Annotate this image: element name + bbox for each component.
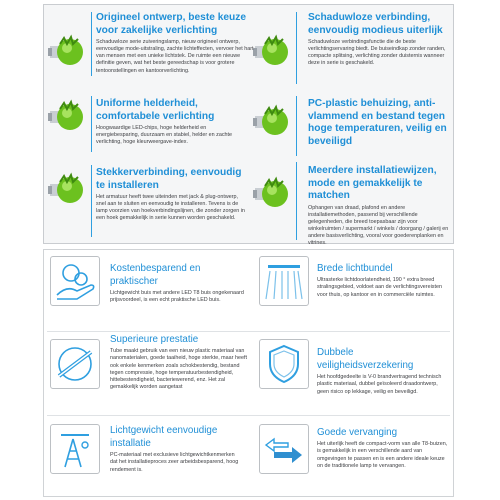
replace-arrow-icon [259, 424, 309, 474]
accent-line [91, 96, 92, 152]
feature-description: Schaduwloze verbindingsfunctie die de beste verlichtingservaring biedt. De buiseindkap zonder randen, compacte splitsing, verlichting zonder duisternis wanneer deze in serie is geschakeld. [308, 39, 446, 67]
feature-title: Brede lichtbundel [317, 263, 393, 274]
globe-bulb-icon [251, 172, 291, 216]
feature-title: Stekkerverbinding, eenvoudig te installeren [96, 167, 242, 191]
accent-line [91, 12, 92, 76]
feature-description: Het uiterlijk heeft de compact-vorm van alle T8-buizen, is gemakkelijk in een verschillende aard van omgevingen te passen en is een andere ideale keuze on de traditionele lamp te vervangen. [317, 441, 448, 469]
globe-bulb-icon [46, 168, 86, 212]
feature-description: Tube maakt gebruik van een nieuw plastic materiaal van nanomaterialen, goede taaiheid, hoge sterkte, maar heeft ook enkele kenmerken zoals schokbestendig, bestand tegen compressie, hoge temperatuurbestendigheid, hittebestendigheid, bacteriewerend, enz. Het zal gemakkelijk worden aangetast [110, 348, 247, 391]
globe-bulb-icon [46, 95, 86, 139]
tube-shield-icon [50, 339, 100, 389]
globe-bulb-icon [251, 100, 291, 144]
feature-description: Hoogwaardige LED-chips, hoge helderheid en energiebesparing, duurzaam en stabiel, helder en zachte verlichting, hoge kleurweergave-index. [96, 125, 233, 146]
feature-description: Ophangen van draad, plafond en andere installatiemethoden, passend bij verschillende gelegenheden, die breed toepasbaar zijn voor winkelruimten / supermarkt / winkels / doorgang / galerij en andere basisverlichting, vooral voor goederenplanken en vitrines. [308, 204, 449, 247]
feature-title: Uniforme helderheid, comfortabele verlichting [96, 98, 215, 122]
feature-description: Het armatuur heeft twee uiteinden met jack & plug-ontwerp, snel aan te sluiten en eenvoudig te installeren. Tevens is de lamp voorzien van hoekverbindingslijnen, die zonder zorgen in een hoek gemakkelijk in serie kunnen worden geschakeld. [96, 194, 245, 222]
feature-title: Meerdere installatiewijzen, mode en gemakkelijk te matchen [308, 165, 437, 202]
feature-superior-performance [110, 333, 254, 392]
feature-plug-connection [96, 167, 248, 223]
feature-uniform-brightness [96, 98, 246, 146]
feature-title: Lichtgewicht eenvoudige installatie [110, 425, 218, 449]
hand-coin-icon [50, 256, 100, 306]
accent-line [91, 165, 92, 237]
globe-bulb-icon [46, 30, 86, 74]
feature-title: PC-plastic behuizing, anti-vlammend en bestand tegen hoge temperaturen, veilig en beveiligd [308, 98, 447, 147]
globe-bulb-icon [251, 30, 291, 74]
feature-pc-plastic-housing [308, 98, 450, 148]
shield-icon [259, 339, 309, 389]
feature-cost-saving [110, 262, 250, 305]
feature-multiple-installation [308, 165, 452, 247]
feature-double-safety [317, 346, 449, 396]
divider [47, 331, 450, 332]
feature-title: Schaduwloze verbinding, eenvoudig modieus uiterlijk [308, 12, 443, 36]
light-beam-icon [259, 256, 309, 306]
feature-description: Lichtgewicht buis met andere LED T8 buis ongekenaard prijsvoordeel, is een echt praktische LED buis. [110, 290, 244, 304]
feature-wide-beam [317, 262, 447, 299]
accent-line [296, 96, 297, 156]
feature-title: Goede vervanging [317, 427, 398, 438]
feature-title: Kostenbesparend en praktischer [110, 263, 201, 287]
accent-line [296, 162, 297, 240]
ladder-worker-icon [50, 424, 100, 474]
feature-original-design [96, 12, 254, 75]
feature-shadowless-connection [308, 12, 448, 68]
feature-title: Dubbele veiligheidsverzekering [317, 347, 414, 371]
feature-description: Schaduwloze serie zuiveringslamp, nieuw origineel ontwerp, eenvoudige mode-uitstraling, zachte lichteffecten, vervoer het hart van mensen met een unieke lichtstek. De ruimte een nieuwe definitie geven, wat het beste gereedschap is voor grotere tentoonstellingen en kantoorverlichting. [96, 39, 254, 74]
feature-description: Ultrasterke lichtdoorlatendheid, 190 ° extra breed stralingsgebied, voldoet aan de verlichtingsvereisten voor thuis, op kantoor en in commerciële ruimtes. [317, 277, 442, 298]
accent-line [296, 12, 297, 84]
feature-title: Superieure prestatie [110, 334, 199, 345]
divider [47, 415, 450, 416]
feature-title: Origineel ontwerp, beste keuze voor zakelijke verlichting [96, 12, 247, 36]
feature-lightweight-installation [110, 424, 242, 474]
feature-good-replacement [317, 426, 451, 470]
feature-description: Het hoofdgedeelte is V-0 brandvertragend technisch plastic materiaal, dubbel geïsoleerd draadontwerp, geen risico op lekkage, veilig en beveiligd. [317, 374, 442, 395]
feature-description: PC-materiaal met exclusieve lichtgewichtkenmerken dat het installatieproces zeer arbeidsbesparend, hoog rendement is. [110, 452, 239, 473]
